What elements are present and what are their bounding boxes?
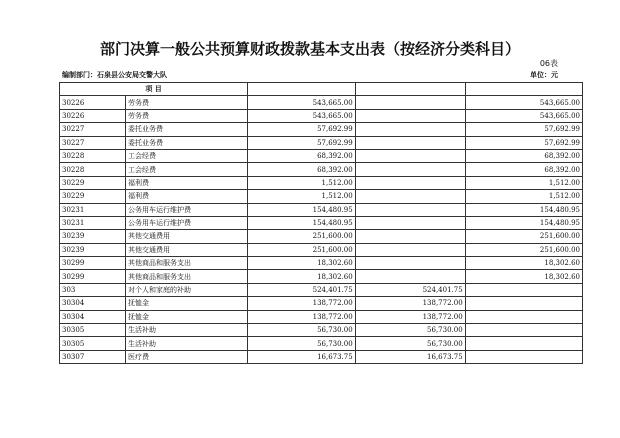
total-amount-cell: 543,665.00 xyxy=(248,96,356,109)
header-public xyxy=(465,83,582,96)
item-name-cell: 抚恤金 xyxy=(125,297,247,310)
table-row xyxy=(60,123,583,136)
expenditure-table xyxy=(59,82,583,364)
table-row xyxy=(60,283,583,296)
table-row xyxy=(60,163,583,176)
table-row xyxy=(60,203,583,216)
total-amount-cell: 1,512.00 xyxy=(248,190,356,203)
economic-code-cell: 30227 xyxy=(60,136,126,149)
economic-code-cell: 30304 xyxy=(60,297,126,310)
item-name-cell: 公务用车运行维护费 xyxy=(125,203,247,216)
item-name-cell: 福利费 xyxy=(125,176,247,189)
total-amount-cell: 154,480.95 xyxy=(248,216,356,229)
total-amount-cell: 524,401.75 xyxy=(248,283,356,296)
table-header-row xyxy=(60,83,583,96)
personnel-expense-cell xyxy=(355,190,465,203)
personnel-expense-cell: 16,673.75 xyxy=(355,350,465,363)
public-expense-cell: 1,512.00 xyxy=(465,190,582,203)
page-title: 部门决算一般公共预算财政拨款基本支出表（按经济分类科目） xyxy=(99,40,520,58)
header-total xyxy=(248,83,356,96)
total-amount-cell: 251,600.00 xyxy=(248,243,356,256)
total-amount-cell: 56,730.00 xyxy=(248,324,356,337)
item-name-cell: 对个人和家庭的补助 xyxy=(125,283,247,296)
item-name-cell: 抚恤金 xyxy=(125,310,247,323)
item-name-cell: 委托业务费 xyxy=(125,123,247,136)
economic-code-cell: 30229 xyxy=(60,190,126,203)
public-expense-cell: 18,302.60 xyxy=(465,257,582,270)
public-expense-cell xyxy=(465,350,582,363)
table-row xyxy=(60,257,583,270)
total-amount-cell: 57,692.99 xyxy=(248,123,356,136)
table-body xyxy=(60,96,583,364)
table-row xyxy=(60,337,583,350)
table-row xyxy=(60,96,583,109)
total-amount-cell: 18,302.60 xyxy=(248,270,356,283)
total-amount-cell: 16,673.75 xyxy=(248,350,356,363)
public-expense-cell xyxy=(465,324,582,337)
item-name-cell: 其他交通费用 xyxy=(125,243,247,256)
public-expense-cell: 543,665.00 xyxy=(465,109,582,122)
table-row xyxy=(60,230,583,243)
table-row xyxy=(60,350,583,363)
personnel-expense-cell: 138,772.00 xyxy=(355,297,465,310)
item-name-cell: 医疗费 xyxy=(125,350,247,363)
table-row xyxy=(60,149,583,162)
table-row xyxy=(60,270,583,283)
economic-code-cell: 30304 xyxy=(60,310,126,323)
item-name-cell: 工会经费 xyxy=(125,149,247,162)
header-personnel xyxy=(355,83,465,96)
compiling-department: 编制部门：石泉县公安局交警大队 xyxy=(62,71,167,79)
table-row xyxy=(60,176,583,189)
total-amount-cell: 18,302.60 xyxy=(248,257,356,270)
personnel-expense-cell xyxy=(355,176,465,189)
item-name-cell: 公务用车运行维护费 xyxy=(125,216,247,229)
economic-code-cell: 30305 xyxy=(60,337,126,350)
personnel-expense-cell xyxy=(355,109,465,122)
public-expense-cell: 154,480.95 xyxy=(465,216,582,229)
public-expense-cell: 1,512.00 xyxy=(465,176,582,189)
public-expense-cell xyxy=(465,283,582,296)
table-row xyxy=(60,297,583,310)
personnel-expense-cell xyxy=(355,203,465,216)
total-amount-cell: 251,600.00 xyxy=(248,230,356,243)
table-row xyxy=(60,109,583,122)
table-row xyxy=(60,243,583,256)
personnel-expense-cell xyxy=(355,123,465,136)
economic-code-cell: 30228 xyxy=(60,149,126,162)
item-name-cell: 其他商品和服务支出 xyxy=(125,257,247,270)
form-number: 06表 xyxy=(539,59,558,68)
item-name-cell: 生活补助 xyxy=(125,337,247,350)
item-name-cell: 劳务费 xyxy=(125,109,247,122)
public-expense-cell: 57,692.99 xyxy=(465,136,582,149)
table-row xyxy=(60,216,583,229)
item-name-cell: 生活补助 xyxy=(125,324,247,337)
personnel-expense-cell xyxy=(355,270,465,283)
public-expense-cell: 68,392.00 xyxy=(465,163,582,176)
total-amount-cell: 138,772.00 xyxy=(248,297,356,310)
personnel-expense-cell xyxy=(355,163,465,176)
economic-code-cell: 303 xyxy=(60,283,126,296)
public-expense-cell: 57,692.99 xyxy=(465,123,582,136)
table-row xyxy=(60,136,583,149)
economic-code-cell: 30299 xyxy=(60,257,126,270)
total-amount-cell: 1,512.00 xyxy=(248,176,356,189)
public-expense-cell: 251,600.00 xyxy=(465,243,582,256)
economic-code-cell: 30227 xyxy=(60,123,126,136)
item-name-cell: 其他商品和服务支出 xyxy=(125,270,247,283)
personnel-expense-cell xyxy=(355,96,465,109)
total-amount-cell: 68,392.00 xyxy=(248,149,356,162)
personnel-expense-cell xyxy=(355,230,465,243)
total-amount-cell: 57,692.99 xyxy=(248,136,356,149)
unit-label: 单位：元 xyxy=(530,71,558,79)
economic-code-cell: 30226 xyxy=(60,96,126,109)
personnel-expense-cell: 56,730.00 xyxy=(355,337,465,350)
item-name-cell: 工会经费 xyxy=(125,163,247,176)
table-row xyxy=(60,324,583,337)
personnel-expense-cell xyxy=(355,257,465,270)
public-expense-cell: 543,665.00 xyxy=(465,96,582,109)
total-amount-cell: 56,730.00 xyxy=(248,337,356,350)
item-name-cell: 委托业务费 xyxy=(125,136,247,149)
economic-code-cell: 30229 xyxy=(60,176,126,189)
item-name-cell: 福利费 xyxy=(125,190,247,203)
header-project: 项 目 xyxy=(60,83,248,96)
total-amount-cell: 68,392.00 xyxy=(248,163,356,176)
economic-code-cell: 30307 xyxy=(60,350,126,363)
economic-code-cell: 30305 xyxy=(60,324,126,337)
public-expense-cell: 18,302.60 xyxy=(465,270,582,283)
economic-code-cell: 30231 xyxy=(60,216,126,229)
table-row xyxy=(60,190,583,203)
personnel-expense-cell xyxy=(355,216,465,229)
public-expense-cell: 68,392.00 xyxy=(465,149,582,162)
economic-code-cell: 30239 xyxy=(60,230,126,243)
total-amount-cell: 138,772.00 xyxy=(248,310,356,323)
economic-code-cell: 30239 xyxy=(60,243,126,256)
economic-code-cell: 30231 xyxy=(60,203,126,216)
personnel-expense-cell: 138,772.00 xyxy=(355,310,465,323)
item-name-cell: 劳务费 xyxy=(125,96,247,109)
personnel-expense-cell: 524,401.75 xyxy=(355,283,465,296)
table-row xyxy=(60,310,583,323)
personnel-expense-cell: 56,730.00 xyxy=(355,324,465,337)
public-expense-cell: 251,600.00 xyxy=(465,230,582,243)
personnel-expense-cell xyxy=(355,136,465,149)
public-expense-cell xyxy=(465,337,582,350)
total-amount-cell: 154,480.95 xyxy=(248,203,356,216)
economic-code-cell: 30299 xyxy=(60,270,126,283)
economic-code-cell: 30226 xyxy=(60,109,126,122)
economic-code-cell: 30228 xyxy=(60,163,126,176)
total-amount-cell: 543,665.00 xyxy=(248,109,356,122)
public-expense-cell xyxy=(465,310,582,323)
item-name-cell: 其他交通费用 xyxy=(125,230,247,243)
personnel-expense-cell xyxy=(355,243,465,256)
public-expense-cell xyxy=(465,297,582,310)
public-expense-cell: 154,480.95 xyxy=(465,203,582,216)
personnel-expense-cell xyxy=(355,149,465,162)
